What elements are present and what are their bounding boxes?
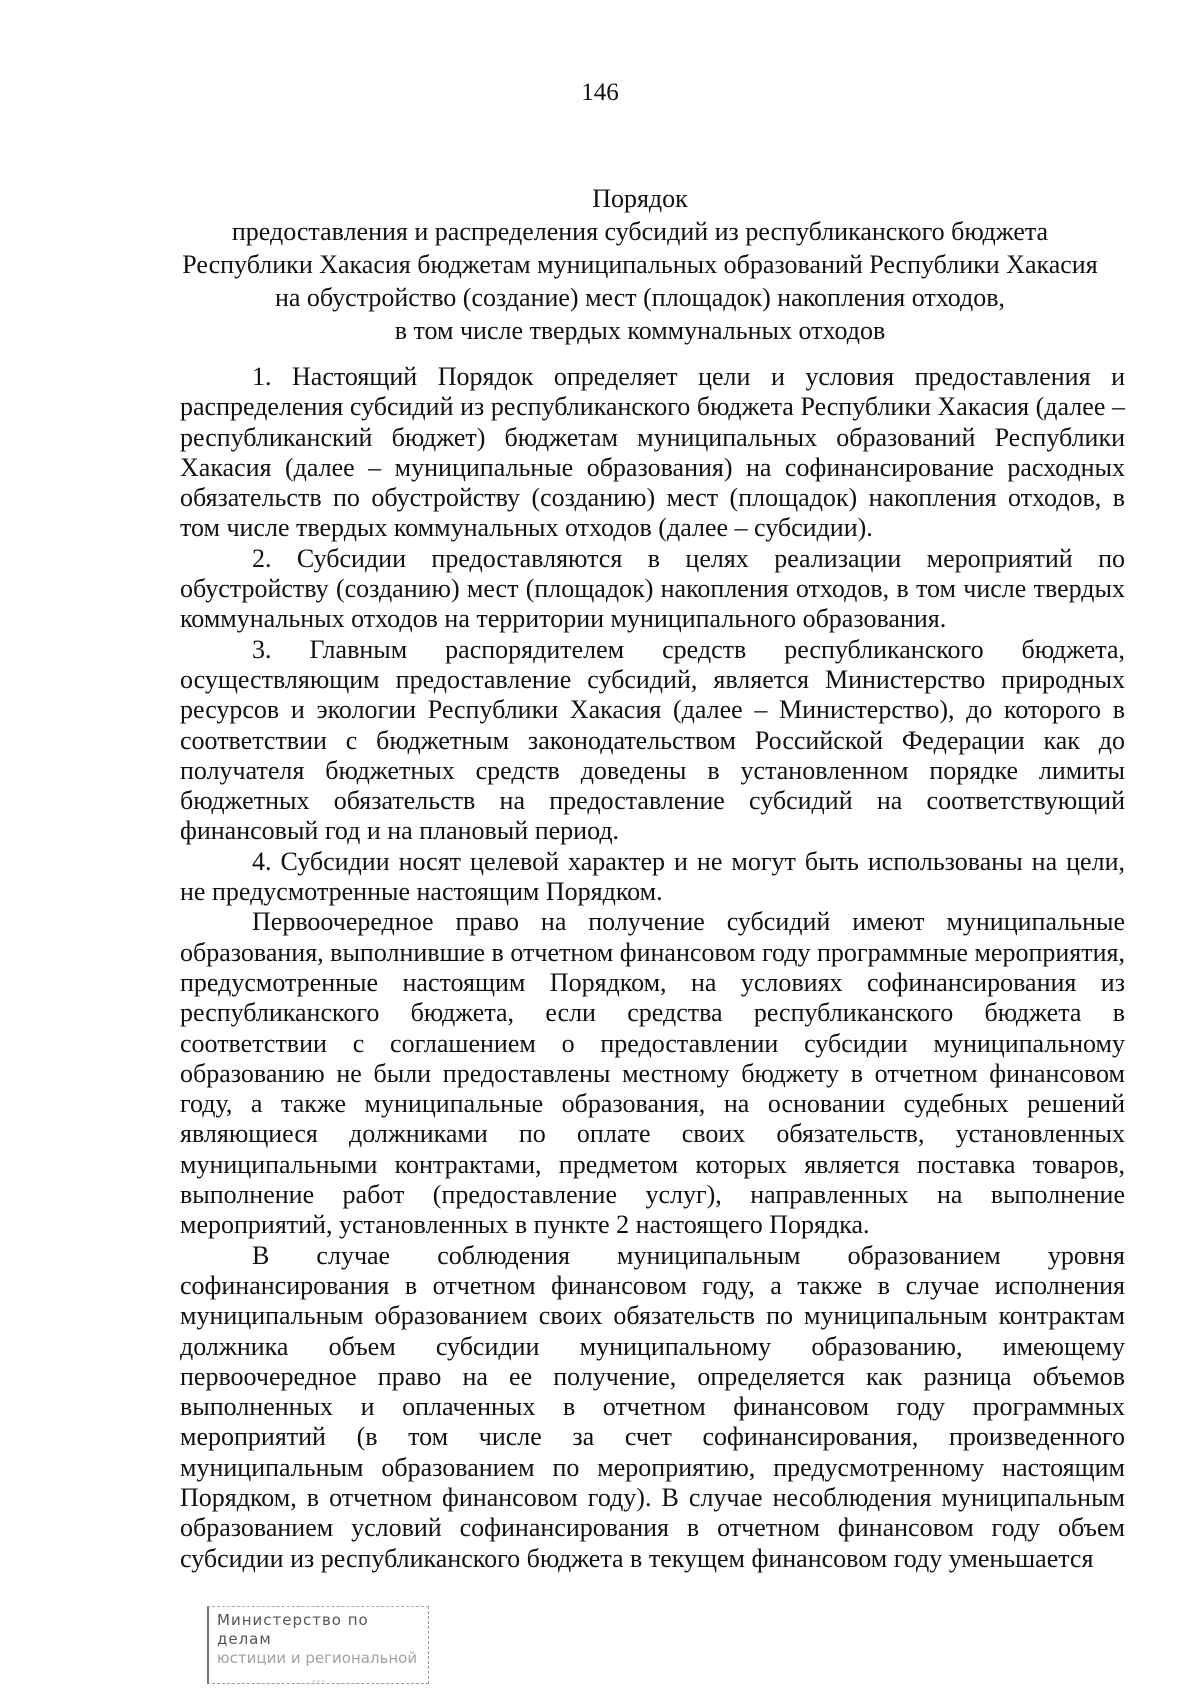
title-line: Республики Хакасия бюджетам муниципальных образований Республики Хакасия	[182, 250, 1098, 279]
document-title	[160, 182, 1120, 347]
paragraph-cofinancing: В случае соблюдения муниципальным образованием уровня софинансирования в отчетном финансовом году, а также в случае исполнения муниципальным образованием своих обязательств по муниципальным контрактам должника объем субсидии муниципальному образованию, имеющему первоочередное право на ее получение, определяется как разница объемов выполненных и оплаченных в отчетном финансовом году программных мероприятий (в том числе за счет софинансирования, произведенного муниципальным образованием по мероприятию, предусмотренному настоящим Порядком, в отчетном финансовом году). В случае несоблюдения муниципальным образованием условий софинансирования в отчетном финансовом году объем субсидии из республиканского бюджета в текущем финансовом году уменьшается	[180, 1240, 1125, 1573]
paragraph-priority-right: Первоочередное право на получение субсидий имеют муниципальные образования, выполнившие в отчетном финансовом году программные мероприятия, предусмотренные настоящим Порядком, на условиях софинансирования из республиканского бюджета, если средства республиканского бюджета в соответствии с соглашением о предоставлении субсидии муниципальному образованию не были предоставлены местному бюджету в отчетном финансовом году, а также муниципальные образования, на основании судебных решений являющиеся должниками по оплате своих обязательств, установленных муниципальными контрактами, предметом которых является поставка товаров, выполнение работ (предоставление услуг), направленных на выполнение мероприятий, установленных в пункте 2 настоящего Порядка.	[180, 907, 1125, 1240]
title-line: в том числе твердых коммунальных отходов	[394, 316, 886, 345]
stamp-line: ...	[311, 1668, 326, 1686]
paragraph-2: 2. Субсидии предоставляются в целях реализации мероприятий по обустройству (созданию) мест (площадок) накопления отходов, в том числе твердых коммунальных отходов на территории муниципального образования.	[180, 543, 1125, 634]
document-body	[180, 362, 1125, 1574]
stamp-line: Министерство по делам	[217, 1611, 369, 1648]
paragraph-4: 4. Субсидии носят целевой характер и не могут быть использованы на цели, не предусмотренные настоящим Порядком.	[180, 846, 1125, 907]
paragraph-1: 1. Настоящий Порядок определяет цели и условия предоставления и распределения субсидий из республиканского бюджета Республики Хакасия (далее – республиканский бюджет) бюджетам муниципальных образований Республики Хакасия (далее – муниципальные образования) на софинансирование расходных обязательств по обустройству (созданию) мест (площадок) накопления отходов, в том числе твердых коммунальных отходов (далее – субсидии).	[180, 362, 1125, 543]
page-number: 146	[581, 79, 619, 106]
title-line: на обустройство (создание) мест (площадок) накопления отходов,	[274, 283, 1006, 312]
registration-stamp	[207, 1606, 429, 1684]
stamp-line: юстиции и региональной	[217, 1649, 418, 1667]
paragraph-3: 3. Главным распорядителем средств республиканского бюджета, осуществляющим предоставление субсидий, является Министерство природных ресурсов и экологии Республики Хакасия (далее – Министерство), до которого в соответствии с бюджетным законодательством Российской Федерации как до получателя бюджетных средств доведены в установленном порядке лимиты бюджетных обязательств на предоставление субсидий на соответствующий финансовый год и на плановый период.	[180, 634, 1125, 846]
title-line: Порядок	[592, 184, 688, 213]
title-line: предоставления и распределения субсидий из республиканского бюджета	[231, 217, 1049, 246]
